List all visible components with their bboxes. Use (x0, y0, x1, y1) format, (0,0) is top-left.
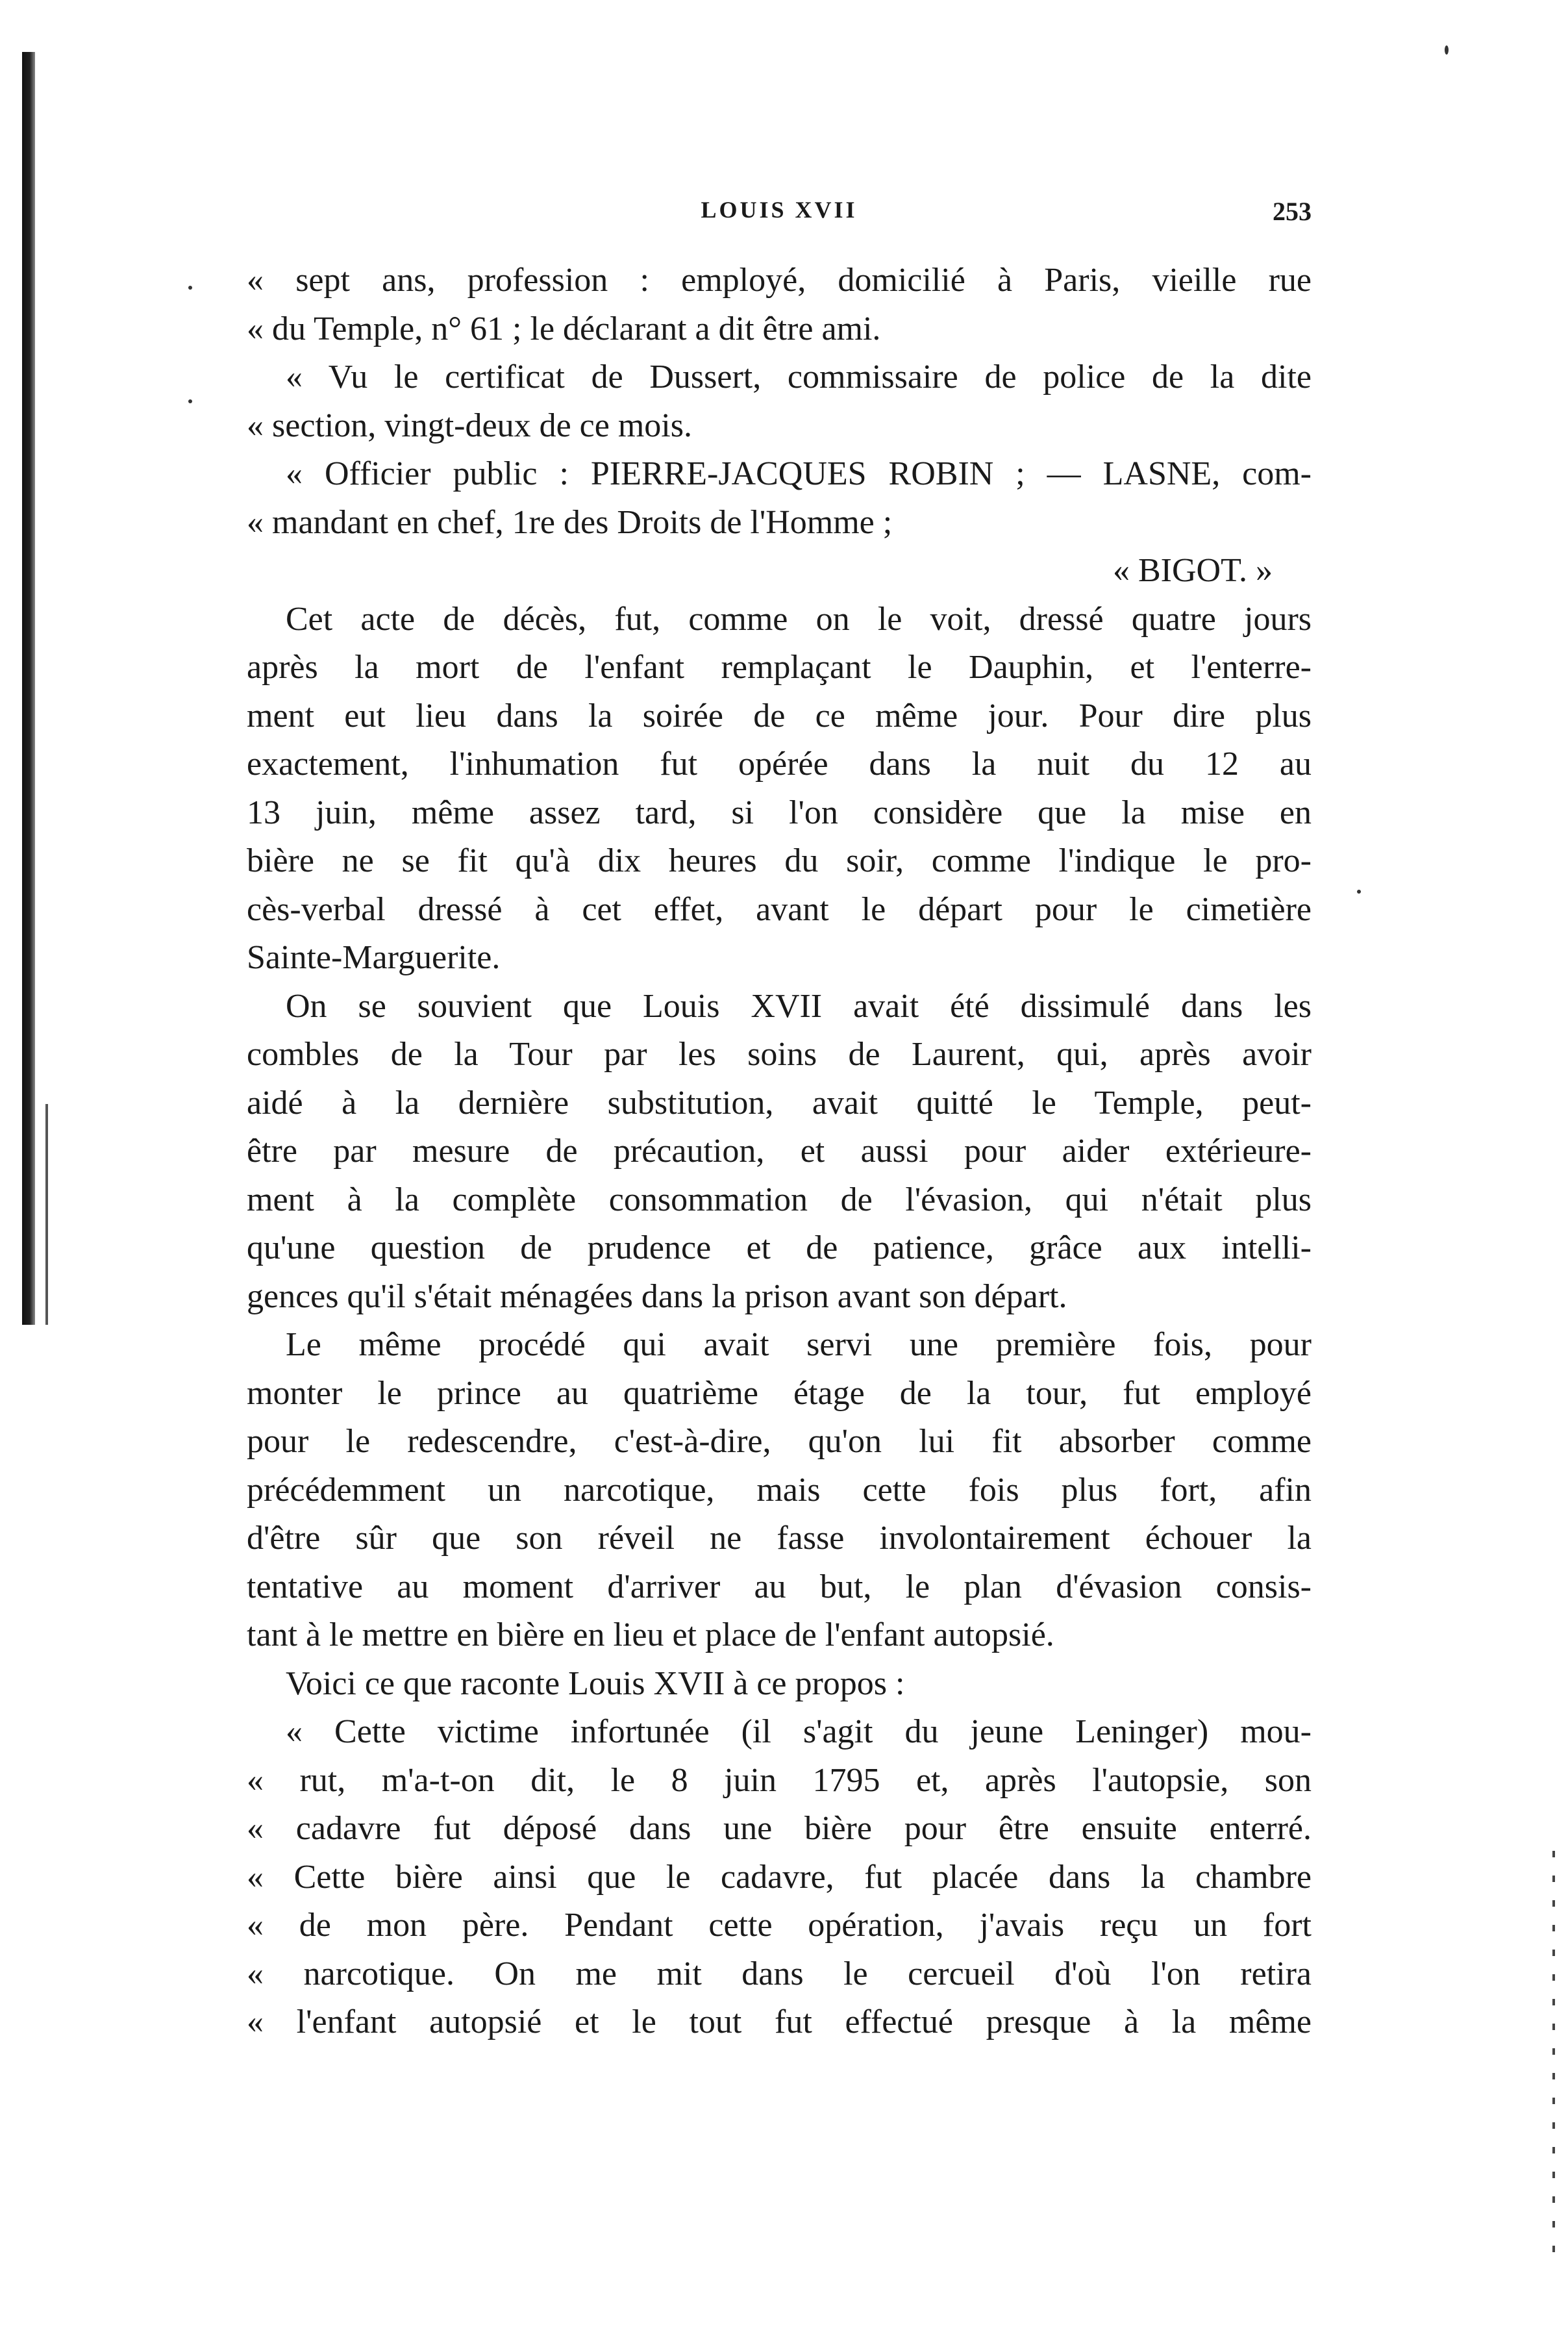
scan-edge-marks (1552, 1851, 1555, 2253)
scan-speck (1445, 45, 1449, 55)
text-line: tant à le mettre en bière en lieu et place de l'enfant autopsié. (247, 1616, 1054, 1653)
text-line: « Cette victime infortunée (il s'agit du jeune Leninger) mou- (286, 1713, 1312, 1750)
text-line: Cet acte de décès, fut, comme on le voit, dressé quatre jours (286, 600, 1312, 638)
text-line: bière ne se fit qu'à dix heures du soir, comme l'indique le pro- (247, 842, 1312, 879)
page-header (247, 196, 1312, 235)
text-line: ment eut lieu dans la soirée de ce même jour. Pour dire plus (247, 697, 1312, 734)
text-line: « sept ans, profession : employé, domicilié à Paris, vieille rue (247, 262, 1312, 299)
text-line: 13 juin, même assez tard, si l'on considère que la mise en (247, 794, 1312, 831)
text-line: « du Temple, n° 61 ; le déclarant a dit être ami. (247, 310, 881, 347)
text-line: « section, vingt-deux de ce mois. (247, 407, 692, 444)
page-edge-shadow (45, 1104, 48, 1325)
text-line: précédemment un narcotique, mais cette fois plus fort, afin (247, 1471, 1312, 1509)
text-line: « l'enfant autopsié et le tout fut effectué presque à la même (247, 2003, 1312, 2040)
text-line: d'être sûr que son réveil ne fasse involontairement échouer la (247, 1520, 1312, 1557)
running-title: LOUIS XVII (701, 197, 858, 223)
text-line: « Cette bière ainsi que le cadavre, fut placée dans la chambre (247, 1858, 1312, 1896)
scan-speck (1357, 890, 1361, 894)
scan-speck (188, 399, 192, 403)
text-line: ment à la complète consommation de l'évasion, qui n'était plus (247, 1181, 1312, 1218)
text-line: « mandant en chef, 1re des Droits de l'Homme ; (247, 503, 893, 541)
signature-line: « BIGOT. » (1112, 552, 1273, 589)
text-line: Le même procédé qui avait servi une première fois, pour (286, 1326, 1312, 1363)
text-line: « Officier public : PIERRE-JACQUES ROBIN ; — LASNE, com- (286, 455, 1312, 492)
text-line: Voici ce que raconte Louis XVII à ce propos : (286, 1664, 905, 1702)
text-line: aidé à la dernière substitution, avait quitté le Temple, peut- (247, 1084, 1312, 1122)
text-line: « cadavre fut déposé dans une bière pour être ensuite enterré. (247, 1810, 1312, 1847)
scan-speck (188, 286, 192, 290)
page-spine-shadow (22, 52, 35, 1325)
text-line: combles de la Tour par les soins de Laurent, qui, après avoir (247, 1036, 1312, 1073)
text-line: « rut, m'a-t-on dit, le 8 juin 1795 et, après l'autopsie, son (247, 1761, 1312, 1799)
body-text (247, 257, 1312, 2047)
page-number: 253 (1273, 197, 1312, 226)
text-line: cès-verbal dressé à cet effet, avant le départ pour le cimetière (247, 890, 1312, 928)
text-line: On se souvient que Louis XVII avait été dissimulé dans les (286, 987, 1312, 1025)
text-line: « Vu le certificat de Dussert, commissaire de police de la dite (286, 358, 1312, 395)
text-line: pour le redescendre, c'est-à-dire, qu'on lui fit absorber comme (247, 1423, 1312, 1460)
text-line: Sainte-Marguerite. (247, 939, 501, 976)
text-line: qu'une question de prudence et de patience, grâce aux intelli- (247, 1229, 1312, 1266)
text-line: être par mesure de précaution, et aussi pour aider extérieure- (247, 1133, 1312, 1170)
text-line: exactement, l'inhumation fut opérée dans la nuit du 12 au (247, 746, 1312, 783)
text-line: tentative au moment d'arriver au but, le plan d'évasion consis- (247, 1568, 1312, 1605)
text-line: « de mon père. Pendant cette opération, j'avais reçu un fort (247, 1907, 1312, 1944)
text-line: monter le prince au quatrième étage de la tour, fut employé (247, 1374, 1312, 1412)
text-line: gences qu'il s'était ménagées dans la prison avant son départ. (247, 1277, 1067, 1315)
text-line: après la mort de l'enfant remplaçant le Dauphin, et l'enterre- (247, 649, 1312, 686)
text-line: « narcotique. On me mit dans le cercueil d'où l'on retira (247, 1955, 1312, 1992)
